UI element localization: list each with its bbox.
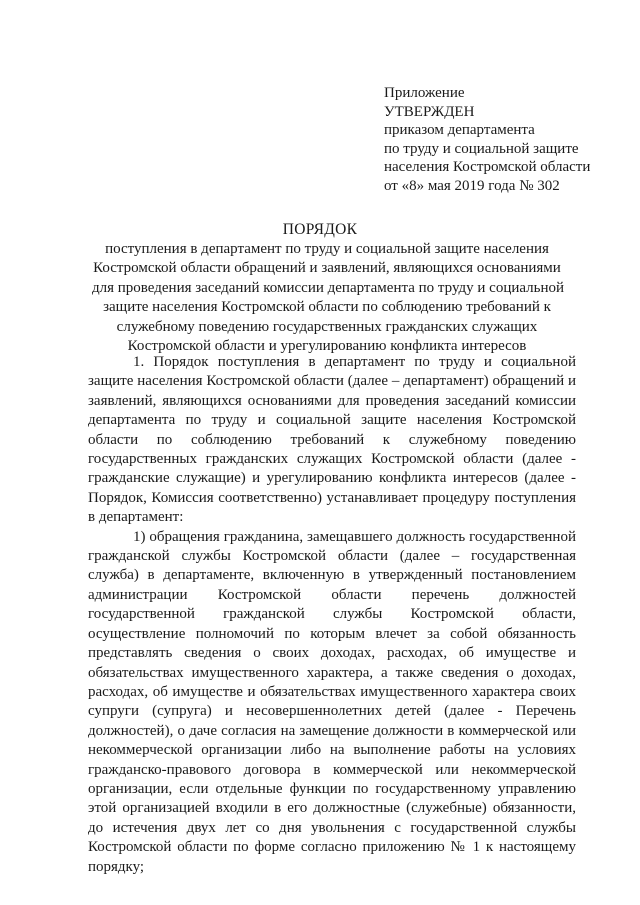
appendix-label: Приложение (384, 85, 465, 101)
subtitle-line: для проведения заседаний комиссии департамента по труду и социальной (92, 279, 565, 296)
region-label: населения Костромской области (384, 159, 591, 176)
subtitle-line: поступления в департамент по труду и социальной защите населения (105, 241, 549, 257)
approved-stamp-label: УТВЕРЖДЕН (384, 103, 475, 120)
approval-block (384, 84, 590, 196)
department-label: по труду и социальной защите (384, 140, 579, 157)
subtitle-line: Костромской области и урегулированию конфликта интересов (127, 338, 527, 355)
order-label: приказом департамента (384, 122, 535, 139)
subtitle-line: служебному поведению государственных гражданских служащих (116, 318, 538, 335)
subtitle-line: защите населения Костромской области по соблюдению требований к (103, 299, 551, 316)
document-subtitle (92, 240, 565, 356)
document-title: ПОРЯДОК (282, 221, 358, 238)
paragraph-1-item-1: 1) обращения гражданина, замещавшего должность государственной гражданской службы Костромской области (далее – государственная служба) в департаменте, включенную в утвержденный постановлением администрации Костромской области перечень должностей государственной гражданской службы Костромской области, осуществление полномочий по которым влечет за собой обязанность представлять сведения о своих доходах, расходах, об имуществе и обязательствах имущественного характера, а также сведения о доходах, расходах, об имуществе и обязательствах имущественного характера своих супруги (супруга) и несовершеннолетних детей (далее - Перечень должностей), о даче согласия на замещение должности в коммерческой или некоммерческой организации либо на выполнение работы на условиях гражданско-правового договора в коммерческой или некоммерческой организации, если отдельные функции по государственному управлению этой организацией входили в его должностные (служебные) обязанности, до истечения двух лет со дня увольнения с государственной службы Костромской области по форме согласно приложению № 1 к настоящему порядку; (88, 528, 576, 875)
document-body (88, 353, 576, 877)
subtitle-line: Костромской области обращений и заявлений, являющихся основаниями (93, 260, 561, 277)
paragraph-1: 1. Порядок поступления в департамент по труду и социальной защите населения Костромской области (далее – департамент) обращений и заявлений, являющихся основаниями для проведения заседаний комиссии департамента по труду и социальной защите населения Костромской области по соблюдению требований к служебному поведению государственных гражданских служащих Костромской области (далее - гражданские служащие) и урегулированию конфликта интересов (далее - Порядок, Комиссия соответственно) устанавливает процедуру поступления в департамент: (88, 354, 576, 526)
order-date-number: от «8» мая 2019 года № 302 (384, 177, 560, 194)
